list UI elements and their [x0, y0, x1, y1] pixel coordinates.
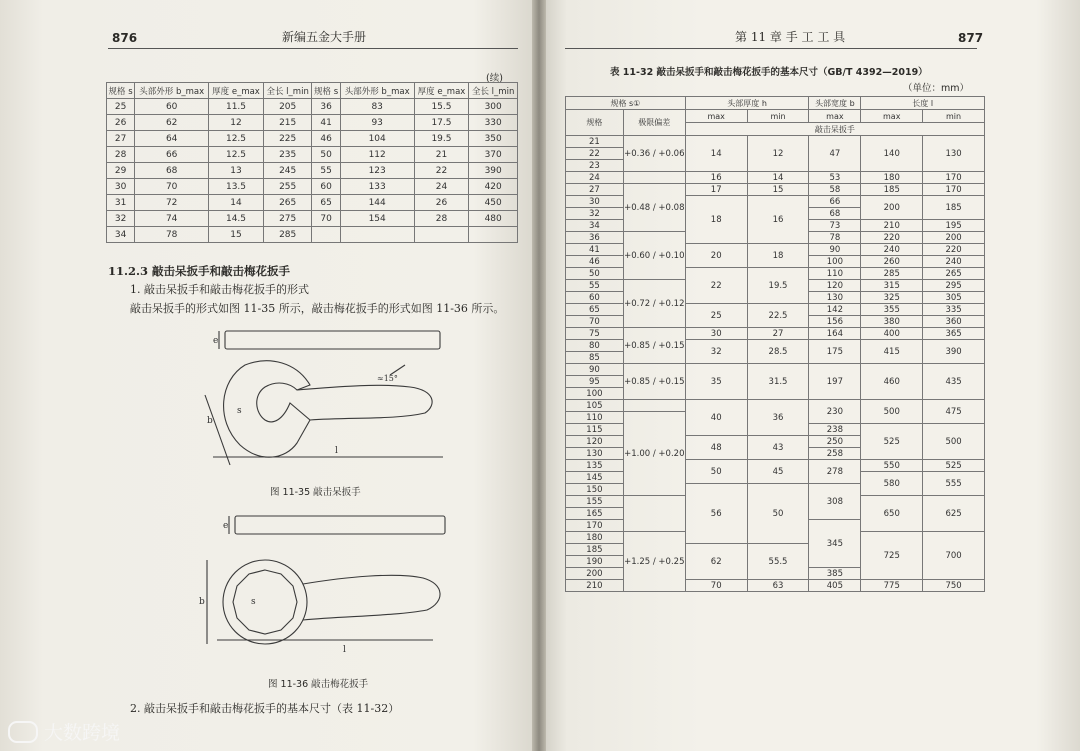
- fig36-label-b: b: [199, 597, 205, 607]
- size-cell: 34: [566, 220, 624, 232]
- size-cell: 32: [566, 208, 624, 220]
- left-table-header: 全长 l_min: [263, 83, 312, 99]
- table-cell: 133: [340, 179, 414, 195]
- width-max-cell: 73: [809, 220, 861, 232]
- table-cell: 17.5: [414, 115, 469, 131]
- thickness-max-cell: 70: [685, 580, 747, 592]
- width-max-cell: 66: [809, 196, 861, 208]
- tolerance-cell: +0.48 / +0.08: [623, 184, 685, 232]
- width-max-cell: 130: [809, 292, 861, 304]
- thickness-max-cell: 40: [685, 400, 747, 436]
- size-cell: 80: [566, 340, 624, 352]
- table-row: [566, 184, 985, 196]
- table-cell: 330: [469, 115, 518, 131]
- figure-11-36-drawing: [195, 512, 455, 662]
- table-cell: 11.5: [209, 99, 264, 115]
- fig35-label-s: s: [237, 406, 242, 416]
- length-min-cell: 220: [923, 244, 985, 256]
- table-cell: 370: [469, 147, 518, 163]
- watermark-text: 大数跨境: [44, 722, 121, 744]
- length-max-cell: 220: [861, 232, 923, 244]
- thickness-min-cell: 55.5: [747, 544, 809, 580]
- thickness-max-cell: 30: [685, 328, 747, 340]
- size-cell: 23: [566, 160, 624, 172]
- left-table-header: 厚度 e_max: [209, 83, 264, 99]
- table-cell: 78: [135, 227, 209, 243]
- table-cell: 420: [469, 179, 518, 195]
- left-table-header: 头部外形 b_max: [135, 83, 209, 99]
- length-max-cell: 580: [861, 472, 923, 496]
- left-table-header: 厚度 e_max: [414, 83, 469, 99]
- subheader-width-max: max: [809, 110, 861, 123]
- tolerance-cell: +0.60 / +0.10: [623, 232, 685, 280]
- thickness-min-cell: 14: [747, 172, 809, 184]
- fig35-label-b: b: [207, 416, 213, 426]
- size-cell: 190: [566, 556, 624, 568]
- size-cell: 30: [566, 196, 624, 208]
- width-max-cell: 110: [809, 268, 861, 280]
- length-min-cell: 700: [923, 532, 985, 580]
- section-heading: 11.2.3 敲击呆扳手和敲击梅花扳手: [108, 264, 291, 278]
- width-max-cell: 156: [809, 316, 861, 328]
- thickness-max-cell: 56: [685, 484, 747, 544]
- thickness-max-cell: 50: [685, 460, 747, 484]
- size-cell: 115: [566, 424, 624, 436]
- thickness-min-cell: 12: [747, 136, 809, 172]
- table-cell: 450: [469, 195, 518, 211]
- length-min-cell: 295: [923, 280, 985, 292]
- unit-label: （单位：mm）: [903, 83, 970, 94]
- width-max-cell: 78: [809, 232, 861, 244]
- table-cell: 62: [135, 115, 209, 131]
- width-max-cell: 53: [809, 172, 861, 184]
- size-cell: 70: [566, 316, 624, 328]
- table-cell: 32: [107, 211, 135, 227]
- table-cell: 36: [312, 99, 340, 115]
- width-max-cell: 120: [809, 280, 861, 292]
- table-cell: 28: [414, 211, 469, 227]
- size-cell: 145: [566, 472, 624, 484]
- length-min-cell: 305: [923, 292, 985, 304]
- size-cell: 185: [566, 544, 624, 556]
- header-length: 长度 l: [861, 97, 985, 110]
- tolerance-cell: +1.00 / +0.20: [623, 412, 685, 496]
- left-table-header: 规格 s: [312, 83, 340, 99]
- length-min-cell: 500: [923, 424, 985, 460]
- table-11-32: [565, 96, 985, 592]
- size-cell: 110: [566, 412, 624, 424]
- length-max-cell: 140: [861, 136, 923, 172]
- table-cell: 13: [209, 163, 264, 179]
- table-cell: 24: [414, 179, 469, 195]
- header-spec: 规格 s①: [566, 97, 686, 110]
- table-cell: 66: [135, 147, 209, 163]
- table-row: [566, 136, 985, 148]
- left-header-rule: [108, 48, 518, 49]
- length-min-cell: 265: [923, 268, 985, 280]
- size-cell: 165: [566, 508, 624, 520]
- size-cell: 210: [566, 580, 624, 592]
- thickness-min-cell: 16: [747, 196, 809, 244]
- width-max-cell: 100: [809, 256, 861, 268]
- length-min-cell: 335: [923, 304, 985, 316]
- table-cell: 34: [107, 227, 135, 243]
- table-cell: [312, 227, 340, 243]
- figure-11-35-drawing: [185, 325, 465, 485]
- thickness-max-cell: 17: [685, 184, 747, 196]
- table-cell: 72: [135, 195, 209, 211]
- size-cell: 22: [566, 148, 624, 160]
- forms-paragraph: 敲击呆扳手的形式如图 11-35 所示，敲击梅花扳手的形式如图 11-36 所示。: [130, 302, 505, 315]
- width-max-cell: 175: [809, 340, 861, 364]
- thickness-min-cell: 19.5: [747, 268, 809, 304]
- length-max-cell: 355: [861, 304, 923, 316]
- size-cell: 24: [566, 172, 624, 184]
- table-cell: 70: [312, 211, 340, 227]
- table-cell: 68: [135, 163, 209, 179]
- size-cell: 50: [566, 268, 624, 280]
- thickness-min-cell: 31.5: [747, 364, 809, 400]
- width-max-cell: 308: [809, 484, 861, 520]
- length-max-cell: 315: [861, 280, 923, 292]
- table-cell: 480: [469, 211, 518, 227]
- length-min-cell: 240: [923, 256, 985, 268]
- table-cell: 25: [107, 99, 135, 115]
- fig35-label-l: l: [335, 446, 338, 456]
- length-max-cell: 380: [861, 316, 923, 328]
- thickness-min-cell: 63: [747, 580, 809, 592]
- thickness-min-cell: 50: [747, 484, 809, 544]
- table-row: [566, 400, 985, 412]
- table-row: [107, 195, 518, 211]
- table-row: [107, 131, 518, 147]
- length-min-cell: 435: [923, 364, 985, 400]
- size-cell: 100: [566, 388, 624, 400]
- watermark-logo-icon: [8, 721, 38, 743]
- chapter-title: 第 11 章 手 工 工 具: [735, 30, 846, 44]
- table-cell: 27: [107, 131, 135, 147]
- size-cell: 36: [566, 232, 624, 244]
- size-cell: 27: [566, 184, 624, 196]
- table-row: [566, 328, 985, 340]
- table-cell: 255: [263, 179, 312, 195]
- table-row: [107, 227, 518, 243]
- book-gutter: [532, 0, 546, 751]
- length-min-cell: 475: [923, 400, 985, 424]
- length-max-cell: 415: [861, 340, 923, 364]
- subheading-dimensions: 2. 敲击呆扳手和敲击梅花扳手的基本尺寸（表 11-32）: [130, 702, 400, 715]
- table-cell: 215: [263, 115, 312, 131]
- tolerance-cell: +1.25 / +0.25: [623, 532, 685, 592]
- thickness-min-cell: 36: [747, 400, 809, 436]
- size-cell: 155: [566, 496, 624, 508]
- table-row: [107, 147, 518, 163]
- length-max-cell: 775: [861, 580, 923, 592]
- table-cell: 265: [263, 195, 312, 211]
- header-head-thickness: 头部厚度 h: [685, 97, 809, 110]
- table-cell: 50: [312, 147, 340, 163]
- length-max-cell: 550: [861, 460, 923, 472]
- table-cell: 12.5: [209, 131, 264, 147]
- length-min-cell: 170: [923, 184, 985, 196]
- length-min-cell: 200: [923, 232, 985, 244]
- table-cell: 83: [340, 99, 414, 115]
- width-max-cell: 142: [809, 304, 861, 316]
- size-cell: 55: [566, 280, 624, 292]
- table-cell: 12: [209, 115, 264, 131]
- left-table-header: 规格 s: [107, 83, 135, 99]
- length-max-cell: 260: [861, 256, 923, 268]
- length-min-cell: 185: [923, 196, 985, 220]
- length-min-cell: 525: [923, 460, 985, 472]
- fig35-angle: ≈15°: [377, 374, 398, 383]
- table-cell: 225: [263, 131, 312, 147]
- table-row: [107, 99, 518, 115]
- width-max-cell: 230: [809, 400, 861, 424]
- tolerance-cell: [623, 400, 685, 412]
- length-max-cell: 210: [861, 220, 923, 232]
- length-min-cell: 170: [923, 172, 985, 184]
- size-cell: 150: [566, 484, 624, 496]
- size-cell: 130: [566, 448, 624, 460]
- table-cell: 390: [469, 163, 518, 179]
- table-row: [566, 364, 985, 376]
- size-cell: 65: [566, 304, 624, 316]
- thickness-min-cell: 45: [747, 460, 809, 484]
- table-cell: 60: [135, 99, 209, 115]
- table-row: [107, 211, 518, 227]
- left-running-title: 新编五金大手册: [282, 30, 367, 44]
- fig36-label-e: e: [223, 521, 229, 531]
- thickness-max-cell: 62: [685, 544, 747, 580]
- table-cell: 13.5: [209, 179, 264, 195]
- thickness-max-cell: 20: [685, 244, 747, 268]
- table-cell: 60: [312, 179, 340, 195]
- subheading-forms: 1. 敲击呆扳手和敲击梅花扳手的形式: [130, 283, 309, 296]
- table-cell: 275: [263, 211, 312, 227]
- tolerance-cell: +0.85 / +0.15: [623, 364, 685, 400]
- width-max-cell: 58: [809, 184, 861, 196]
- length-max-cell: 460: [861, 364, 923, 400]
- width-max-cell: 197: [809, 364, 861, 400]
- table-cell: [469, 227, 518, 243]
- table-cell: 12.5: [209, 147, 264, 163]
- table-cell: 21: [414, 147, 469, 163]
- thickness-min-cell: 22.5: [747, 304, 809, 328]
- table-cell: 205: [263, 99, 312, 115]
- subheader-length-max: max: [861, 110, 923, 123]
- length-min-cell: 625: [923, 496, 985, 532]
- left-page-number: 876: [112, 31, 138, 45]
- width-max-cell: 405: [809, 580, 861, 592]
- table-cell: 29: [107, 163, 135, 179]
- length-max-cell: 400: [861, 328, 923, 340]
- thickness-max-cell: 25: [685, 304, 747, 328]
- size-cell: 90: [566, 364, 624, 376]
- thickness-min-cell: 43: [747, 436, 809, 460]
- table-cell: 14: [209, 195, 264, 211]
- size-cell: 75: [566, 328, 624, 340]
- table-cell: 41: [312, 115, 340, 131]
- subheader-thickness-max: max: [685, 110, 747, 123]
- subheader-spec: 规格: [566, 110, 624, 136]
- left-table-header: 头部外形 b_max: [340, 83, 414, 99]
- table-cell: 15: [209, 227, 264, 243]
- table-cell: 65: [312, 195, 340, 211]
- table-cell: 31: [107, 195, 135, 211]
- table-cell: 14.5: [209, 211, 264, 227]
- thickness-min-cell: 28.5: [747, 340, 809, 364]
- subheader-thickness-min: min: [747, 110, 809, 123]
- width-max-cell: 250: [809, 436, 861, 448]
- length-min-cell: 195: [923, 220, 985, 232]
- table-cell: 350: [469, 131, 518, 147]
- thickness-max-cell: 32: [685, 340, 747, 364]
- length-min-cell: 750: [923, 580, 985, 592]
- fig36-label-s: s: [251, 597, 256, 607]
- table-cell: 245: [263, 163, 312, 179]
- thickness-max-cell: 18: [685, 196, 747, 244]
- tolerance-cell: +0.85 / +0.15: [623, 328, 685, 364]
- tolerance-cell: [623, 172, 685, 184]
- width-max-cell: 164: [809, 328, 861, 340]
- table-cell: [414, 227, 469, 243]
- length-max-cell: 200: [861, 196, 923, 220]
- length-min-cell: 555: [923, 472, 985, 496]
- size-cell: 95: [566, 376, 624, 388]
- table-cell: 15.5: [414, 99, 469, 115]
- tolerance-cell: +0.36 / +0.06: [623, 136, 685, 172]
- table-cell: 30: [107, 179, 135, 195]
- fig36-label-l: l: [343, 645, 346, 655]
- table-cell: 26: [414, 195, 469, 211]
- table-cell: 123: [340, 163, 414, 179]
- length-min-cell: 360: [923, 316, 985, 328]
- length-max-cell: 240: [861, 244, 923, 256]
- table-cell: 235: [263, 147, 312, 163]
- thickness-max-cell: 48: [685, 436, 747, 460]
- thickness-max-cell: 22: [685, 268, 747, 304]
- table-cell: 55: [312, 163, 340, 179]
- length-min-cell: 390: [923, 340, 985, 364]
- table-row: [107, 179, 518, 195]
- width-max-cell: 68: [809, 208, 861, 220]
- table-cell: [340, 227, 414, 243]
- table-cell: 144: [340, 195, 414, 211]
- width-max-cell: 345: [809, 520, 861, 568]
- left-table-header: 全长 l_min: [469, 83, 518, 99]
- length-max-cell: 185: [861, 184, 923, 196]
- length-max-cell: 725: [861, 532, 923, 580]
- width-max-cell: 258: [809, 448, 861, 460]
- table-row: [107, 115, 518, 131]
- size-cell: 21: [566, 136, 624, 148]
- table-cell: 74: [135, 211, 209, 227]
- thickness-min-cell: 18: [747, 244, 809, 268]
- length-min-cell: 130: [923, 136, 985, 172]
- size-cell: 170: [566, 520, 624, 532]
- length-max-cell: 325: [861, 292, 923, 304]
- length-max-cell: 180: [861, 172, 923, 184]
- size-cell: 60: [566, 292, 624, 304]
- tolerance-cell: +0.72 / +0.12: [623, 280, 685, 328]
- continued-table: [106, 82, 518, 243]
- thickness-max-cell: 35: [685, 364, 747, 400]
- thickness-max-cell: 16: [685, 172, 747, 184]
- size-cell: 41: [566, 244, 624, 256]
- width-max-cell: 278: [809, 460, 861, 484]
- watermark: [8, 718, 120, 745]
- thickness-max-cell: 14: [685, 136, 747, 172]
- width-max-cell: 238: [809, 424, 861, 436]
- size-cell: 105: [566, 400, 624, 412]
- right-header-rule: [565, 48, 977, 49]
- table-row: [107, 163, 518, 179]
- width-max-cell: 385: [809, 568, 861, 580]
- table-row: [566, 172, 985, 184]
- figure-11-36-caption: 图 11-36 敲击梅花扳手: [268, 679, 369, 690]
- size-cell: 200: [566, 568, 624, 580]
- table-11-32-title: 表 11-32 敲击呆扳手和敲击梅花扳手的基本尺寸（GB/T 4392—2019）: [610, 67, 928, 78]
- length-min-cell: 365: [923, 328, 985, 340]
- table-cell: 154: [340, 211, 414, 227]
- continued-label: (续): [486, 73, 503, 84]
- thickness-min-cell: 15: [747, 184, 809, 196]
- table-cell: 28: [107, 147, 135, 163]
- table-cell: 26: [107, 115, 135, 131]
- table-cell: 70: [135, 179, 209, 195]
- table-cell: 104: [340, 131, 414, 147]
- thickness-min-cell: 27: [747, 328, 809, 340]
- length-max-cell: 525: [861, 424, 923, 460]
- right-page-number: 877: [958, 31, 984, 45]
- subheader-tolerance: 极限偏差: [623, 110, 685, 136]
- size-cell: 46: [566, 256, 624, 268]
- subsection-open-end: 敲击呆扳手: [685, 123, 984, 136]
- table-cell: 64: [135, 131, 209, 147]
- size-cell: 180: [566, 532, 624, 544]
- tolerance-cell: [623, 496, 685, 532]
- table-cell: 19.5: [414, 131, 469, 147]
- size-cell: 85: [566, 352, 624, 364]
- length-max-cell: 285: [861, 268, 923, 280]
- size-cell: 120: [566, 436, 624, 448]
- table-cell: 300: [469, 99, 518, 115]
- length-max-cell: 500: [861, 400, 923, 424]
- table-cell: 285: [263, 227, 312, 243]
- width-max-cell: 90: [809, 244, 861, 256]
- width-max-cell: 47: [809, 136, 861, 172]
- table-cell: 112: [340, 147, 414, 163]
- table-cell: 93: [340, 115, 414, 131]
- figure-11-35-caption: 图 11-35 敲击呆扳手: [270, 487, 361, 498]
- table-cell: 46: [312, 131, 340, 147]
- subheader-length-min: min: [923, 110, 985, 123]
- table-cell: 22: [414, 163, 469, 179]
- fig35-label-e: e: [213, 336, 219, 346]
- size-cell: 135: [566, 460, 624, 472]
- length-max-cell: 650: [861, 496, 923, 532]
- header-head-width: 头部宽度 b: [809, 97, 861, 110]
